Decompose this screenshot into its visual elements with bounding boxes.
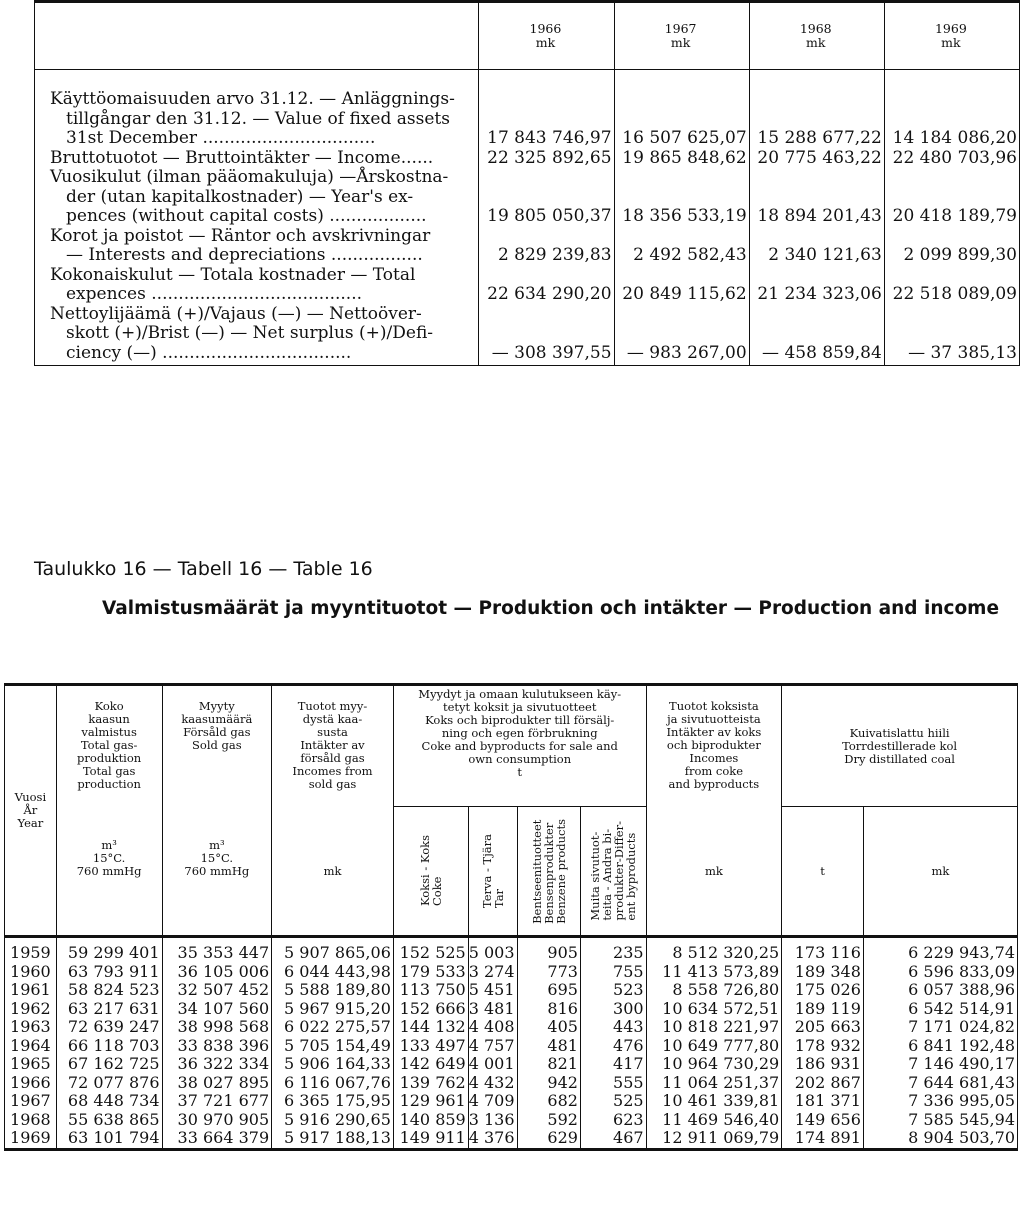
coke-cell: 133 497 [393, 1037, 468, 1056]
table-row [5, 1074, 1018, 1093]
dry-coal-mk-cell: 7 171 024,82 [863, 1018, 1017, 1037]
header-row-1 [5, 685, 1018, 807]
other-byproducts-cell: 235 [580, 944, 646, 963]
table-row [5, 963, 1018, 982]
table-title: Valmistusmäärät ja myyntituotot — Produktion och intäkter — Production and income [102, 598, 1000, 619]
coke-income-cell: 11 064 251,37 [646, 1074, 782, 1093]
other-byproducts-cell: 555 [580, 1074, 646, 1093]
coke-income-header: Tuotot koksista ja sivutuotteista Intäkter av koks och biprodukter Incomes from coke and byproducts mk [646, 685, 782, 937]
sold-gas-cell: 33 838 396 [162, 1037, 272, 1056]
coke-income-cell: 10 964 730,29 [646, 1055, 782, 1074]
row-label: Kokonaiskulut — Totala kostnader — Total expences ....................................... [35, 266, 479, 305]
gas-income-cell: 6 022 275,57 [272, 1018, 394, 1037]
row-label: Käyttöomaisuuden arvo 31.12. — Anläggnings- tillgångar den 31.12. — Value of fixed assets 31st December ................................ [35, 90, 479, 149]
value-cell: 22 634 290,20 [479, 266, 614, 305]
table-row [5, 1092, 1018, 1111]
coke-income-cell: 10 649 777,80 [646, 1037, 782, 1056]
tar-cell: 4 001 [468, 1055, 517, 1074]
value-cell: — 458 859,84 [749, 305, 884, 366]
dry-coal-mk-cell: 7 336 995,05 [863, 1092, 1017, 1111]
dry-coal-t-subheader: t [782, 807, 864, 937]
value-cell: 21 234 323,06 [749, 266, 884, 305]
sold-gas-cell: 35 353 447 [162, 944, 272, 963]
tar-cell: 3 274 [468, 963, 517, 982]
coke-cell: 179 533 [393, 963, 468, 982]
year-cell: 1962 [5, 1000, 57, 1019]
year-header-1968: 1968 mk [749, 2, 884, 70]
dry-coal-mk-cell: 7 585 545,94 [863, 1111, 1017, 1130]
value-cell: 2 492 582,43 [614, 227, 749, 266]
value-cell: 18 356 533,19 [614, 168, 749, 227]
value-cell: 22 518 089,09 [884, 266, 1019, 305]
total-gas-cell: 67 162 725 [56, 1055, 162, 1074]
value-cell: 19 805 050,37 [479, 168, 614, 227]
year-cell: 1968 [5, 1111, 57, 1130]
row-label: Korot ja poistot — Räntor och avskrivningar — Interests and depreciations ................. [35, 227, 479, 266]
value-cell: 14 184 086,20 [884, 90, 1019, 149]
benzene-cell: 481 [517, 1037, 580, 1056]
value-cell: 20 418 189,79 [884, 168, 1019, 227]
dry-coal-mk-cell: 6 596 833,09 [863, 963, 1017, 982]
coke-group-header: Myydyt ja omaan kulutukseen käy- tetyt koksit ja sivutuotteet Koks och biprodukter till försälj- ning och egen förbrukning Coke and byproducts for sale and own consumption t [393, 685, 646, 807]
benzene-cell: 942 [517, 1074, 580, 1093]
total-gas-cell: 59 299 401 [56, 944, 162, 963]
gas-income-cell: 6 365 175,95 [272, 1092, 394, 1111]
coke-income-cell: 12 911 069,79 [646, 1129, 782, 1149]
dry-coal-mk-cell: 7 644 681,43 [863, 1074, 1017, 1093]
benzene-cell: 821 [517, 1055, 580, 1074]
production-income-table [4, 683, 1018, 1151]
total-gas-cell: 63 217 631 [56, 1000, 162, 1019]
sold-gas-cell: 38 998 568 [162, 1018, 272, 1037]
benzene-cell: 773 [517, 963, 580, 982]
value-cell: — 37 385,13 [884, 305, 1019, 366]
dry-coal-mk-cell: 8 904 503,70 [863, 1129, 1017, 1149]
coke-cell: 152 666 [393, 1000, 468, 1019]
coke-income-cell: 10 818 221,97 [646, 1018, 782, 1037]
dry-coal-t-cell: 202 867 [782, 1074, 864, 1093]
tar-cell: 3 481 [468, 1000, 517, 1019]
coke-cell: 113 750 [393, 981, 468, 1000]
sold-gas-cell: 34 107 560 [162, 1000, 272, 1019]
tar-cell: 3 136 [468, 1111, 517, 1130]
data-rows [5, 944, 1018, 1149]
gas-income-cell: 5 906 164,33 [272, 1055, 394, 1074]
coke-cell: 142 649 [393, 1055, 468, 1074]
sold-gas-cell: 32 507 452 [162, 981, 272, 1000]
year-cell: 1964 [5, 1037, 57, 1056]
sold-gas-cell: 36 105 006 [162, 963, 272, 982]
value-cell: 19 865 848,62 [614, 149, 749, 169]
total-gas-cell: 66 118 703 [56, 1037, 162, 1056]
benzene-cell: 405 [517, 1018, 580, 1037]
value-cell: 22 480 703,96 [884, 149, 1019, 169]
gas-income-cell: 6 044 443,98 [272, 963, 394, 982]
benzene-cell: 695 [517, 981, 580, 1000]
dry-coal-mk-cell: 7 146 490,17 [863, 1055, 1017, 1074]
tar-subheader: Terva - Tjära Tar [468, 807, 517, 937]
tar-cell: 4 757 [468, 1037, 517, 1056]
row-total-expences [35, 266, 1020, 305]
sold-gas-cell: 36 322 334 [162, 1055, 272, 1074]
value-cell: 18 894 201,43 [749, 168, 884, 227]
total-gas-cell: 55 638 865 [56, 1111, 162, 1130]
dry-coal-header: Kuivatislattu hiili Torrdestillerade kol Dry distillated coal [782, 685, 1018, 807]
value-cell: 2 340 121,63 [749, 227, 884, 266]
tar-cell: 4 376 [468, 1129, 517, 1149]
year-header-1967: 1967 mk [614, 2, 749, 70]
year-header: Vuosi År Year [5, 685, 57, 937]
gas-income-header: Tuotot myy- dystä kaa- susta Intäkter av försåld gas Incomes from sold gas mk [272, 685, 394, 937]
table-row [5, 1000, 1018, 1019]
dry-coal-mk-cell: 6 542 514,91 [863, 1000, 1017, 1019]
dry-coal-t-cell: 189 348 [782, 963, 864, 982]
benzene-cell: 816 [517, 1000, 580, 1019]
row-label: Vuosikulut (ilman pääomakuluja) —Årskostna- der (utan kapitalkostnader) — Year's ex- pences (without capital costs) .................. [35, 168, 479, 227]
gas-income-cell: 5 907 865,06 [272, 944, 394, 963]
tar-cell: 4 709 [468, 1092, 517, 1111]
gas-income-cell: 5 588 189,80 [272, 981, 394, 1000]
value-cell: 20 775 463,22 [749, 149, 884, 169]
total-gas-cell: 72 077 876 [56, 1074, 162, 1093]
table-row [5, 1111, 1018, 1130]
value-cell: 2 099 899,30 [884, 227, 1019, 266]
dry-coal-t-cell: 186 931 [782, 1055, 864, 1074]
dry-coal-t-cell: 149 656 [782, 1111, 864, 1130]
benzene-cell: 682 [517, 1092, 580, 1111]
coke-cell: 139 762 [393, 1074, 468, 1093]
coke-cell: 152 525 [393, 944, 468, 963]
table-row [5, 1018, 1018, 1037]
value-cell: 16 507 625,07 [614, 90, 749, 149]
total-gas-cell: 58 824 523 [56, 981, 162, 1000]
row-interests [35, 227, 1020, 266]
row-net-surplus [35, 305, 1020, 366]
dry-coal-t-cell: 189 119 [782, 1000, 864, 1019]
table-row [5, 981, 1018, 1000]
benzene-subheader: Bentseenituotteet Bensenprodukter Benzene products [517, 807, 580, 937]
year-cell: 1959 [5, 944, 57, 963]
coke-income-cell: 11 469 546,40 [646, 1111, 782, 1130]
gas-income-cell: 5 967 915,20 [272, 1000, 394, 1019]
year-cell: 1963 [5, 1018, 57, 1037]
value-cell: — 308 397,55 [479, 305, 614, 366]
coke-income-cell: 8 512 320,25 [646, 944, 782, 963]
coke-income-cell: 11 413 573,89 [646, 963, 782, 982]
coke-cell: 149 911 [393, 1129, 468, 1149]
gas-income-cell: 5 917 188,13 [272, 1129, 394, 1149]
coke-cell: 144 132 [393, 1018, 468, 1037]
year-cell: 1967 [5, 1092, 57, 1111]
year-cell: 1965 [5, 1055, 57, 1074]
fixed-assets-table [34, 0, 1020, 366]
sold-gas-cell: 38 027 895 [162, 1074, 272, 1093]
dry-coal-t-cell: 173 116 [782, 944, 864, 963]
benzene-cell: 592 [517, 1111, 580, 1130]
total-gas-cell: 72 639 247 [56, 1018, 162, 1037]
other-byproducts-cell: 755 [580, 963, 646, 982]
total-gas-cell: 63 101 794 [56, 1129, 162, 1149]
value-cell: 2 829 239,83 [479, 227, 614, 266]
row-label: Bruttotuotot — Bruttointäkter — Income...... [35, 149, 479, 169]
value-cell: 20 849 115,62 [614, 266, 749, 305]
benzene-cell: 629 [517, 1129, 580, 1149]
total-gas-cell: 63 793 911 [56, 963, 162, 982]
year-cell: 1960 [5, 963, 57, 982]
year-header-row [35, 2, 1020, 70]
coke-cell: 140 859 [393, 1111, 468, 1130]
coke-income-cell: 10 461 339,81 [646, 1092, 782, 1111]
tar-cell: 5 451 [468, 981, 517, 1000]
tar-cell: 4 408 [468, 1018, 517, 1037]
coke-income-cell: 10 634 572,51 [646, 1000, 782, 1019]
row-income [35, 149, 1020, 169]
year-header-1966: 1966 mk [479, 2, 614, 70]
other-byproducts-cell: 300 [580, 1000, 646, 1019]
tar-cell: 4 432 [468, 1074, 517, 1093]
year-header-1969: 1969 mk [884, 2, 1019, 70]
sold-gas-cell: 30 970 905 [162, 1111, 272, 1130]
gas-income-cell: 6 116 067,76 [272, 1074, 394, 1093]
value-cell: 22 325 892,65 [479, 149, 614, 169]
dry-coal-mk-cell: 6 057 388,96 [863, 981, 1017, 1000]
dry-coal-mk-cell: 6 229 943,74 [863, 944, 1017, 963]
gas-income-cell: 5 705 154,49 [272, 1037, 394, 1056]
total-gas-cell: 68 448 734 [56, 1092, 162, 1111]
value-cell: 17 843 746,97 [479, 90, 614, 149]
row-annual-costs [35, 168, 1020, 227]
dry-coal-t-cell: 178 932 [782, 1037, 864, 1056]
value-cell: 15 288 677,22 [749, 90, 884, 149]
sold-gas-header: Myyty kaasumäärä Försåld gas Sold gas m³ 15°C. 760 mmHg [162, 685, 272, 937]
coke-income-cell: 8 558 726,80 [646, 981, 782, 1000]
total-gas-header: Koko kaasun valmistus Total gas- produktion Total gas production m³ 15°C. 760 mmHg [56, 685, 162, 937]
other-byproducts-cell: 525 [580, 1092, 646, 1111]
label-header-cell [35, 2, 479, 70]
sold-gas-cell: 37 721 677 [162, 1092, 272, 1111]
coke-cell: 129 961 [393, 1092, 468, 1111]
other-byproducts-cell: 467 [580, 1129, 646, 1149]
table-row [5, 944, 1018, 963]
dry-coal-t-cell: 174 891 [782, 1129, 864, 1149]
sold-gas-cell: 33 664 379 [162, 1129, 272, 1149]
other-byproducts-subheader: Muita sivutuot- teita - Andra bi- produkter-Differ- ent byproducts [580, 807, 646, 937]
year-cell: 1966 [5, 1074, 57, 1093]
other-byproducts-cell: 623 [580, 1111, 646, 1130]
table-number-caption: Taulukko 16 — Tabell 16 — Table 16 [34, 558, 373, 580]
table-row [5, 1055, 1018, 1074]
table-row [5, 1129, 1018, 1149]
other-byproducts-cell: 476 [580, 1037, 646, 1056]
row-fixed-assets [35, 90, 1020, 149]
gas-income-cell: 5 916 290,65 [272, 1111, 394, 1130]
dry-coal-t-cell: 205 663 [782, 1018, 864, 1037]
dry-coal-t-cell: 175 026 [782, 981, 864, 1000]
benzene-cell: 905 [517, 944, 580, 963]
year-cell: 1961 [5, 981, 57, 1000]
coke-subheader: Koksi - Koks Coke [393, 807, 468, 937]
other-byproducts-cell: 443 [580, 1018, 646, 1037]
year-cell: 1969 [5, 1129, 57, 1149]
dry-coal-t-cell: 181 371 [782, 1092, 864, 1111]
dry-coal-mk-cell: 6 841 192,48 [863, 1037, 1017, 1056]
table-row [5, 1037, 1018, 1056]
value-cell: — 983 267,00 [614, 305, 749, 366]
dry-coal-mk-subheader: mk [863, 807, 1017, 937]
tar-cell: 5 003 [468, 944, 517, 963]
other-byproducts-cell: 523 [580, 981, 646, 1000]
other-byproducts-cell: 417 [580, 1055, 646, 1074]
row-label: Nettoylijäämä (+)/Vajaus (—) — Nettoöver- skott (+)/Brist (—) — Net surplus (+)/Defi- ciency (—) ................................... [35, 305, 479, 366]
